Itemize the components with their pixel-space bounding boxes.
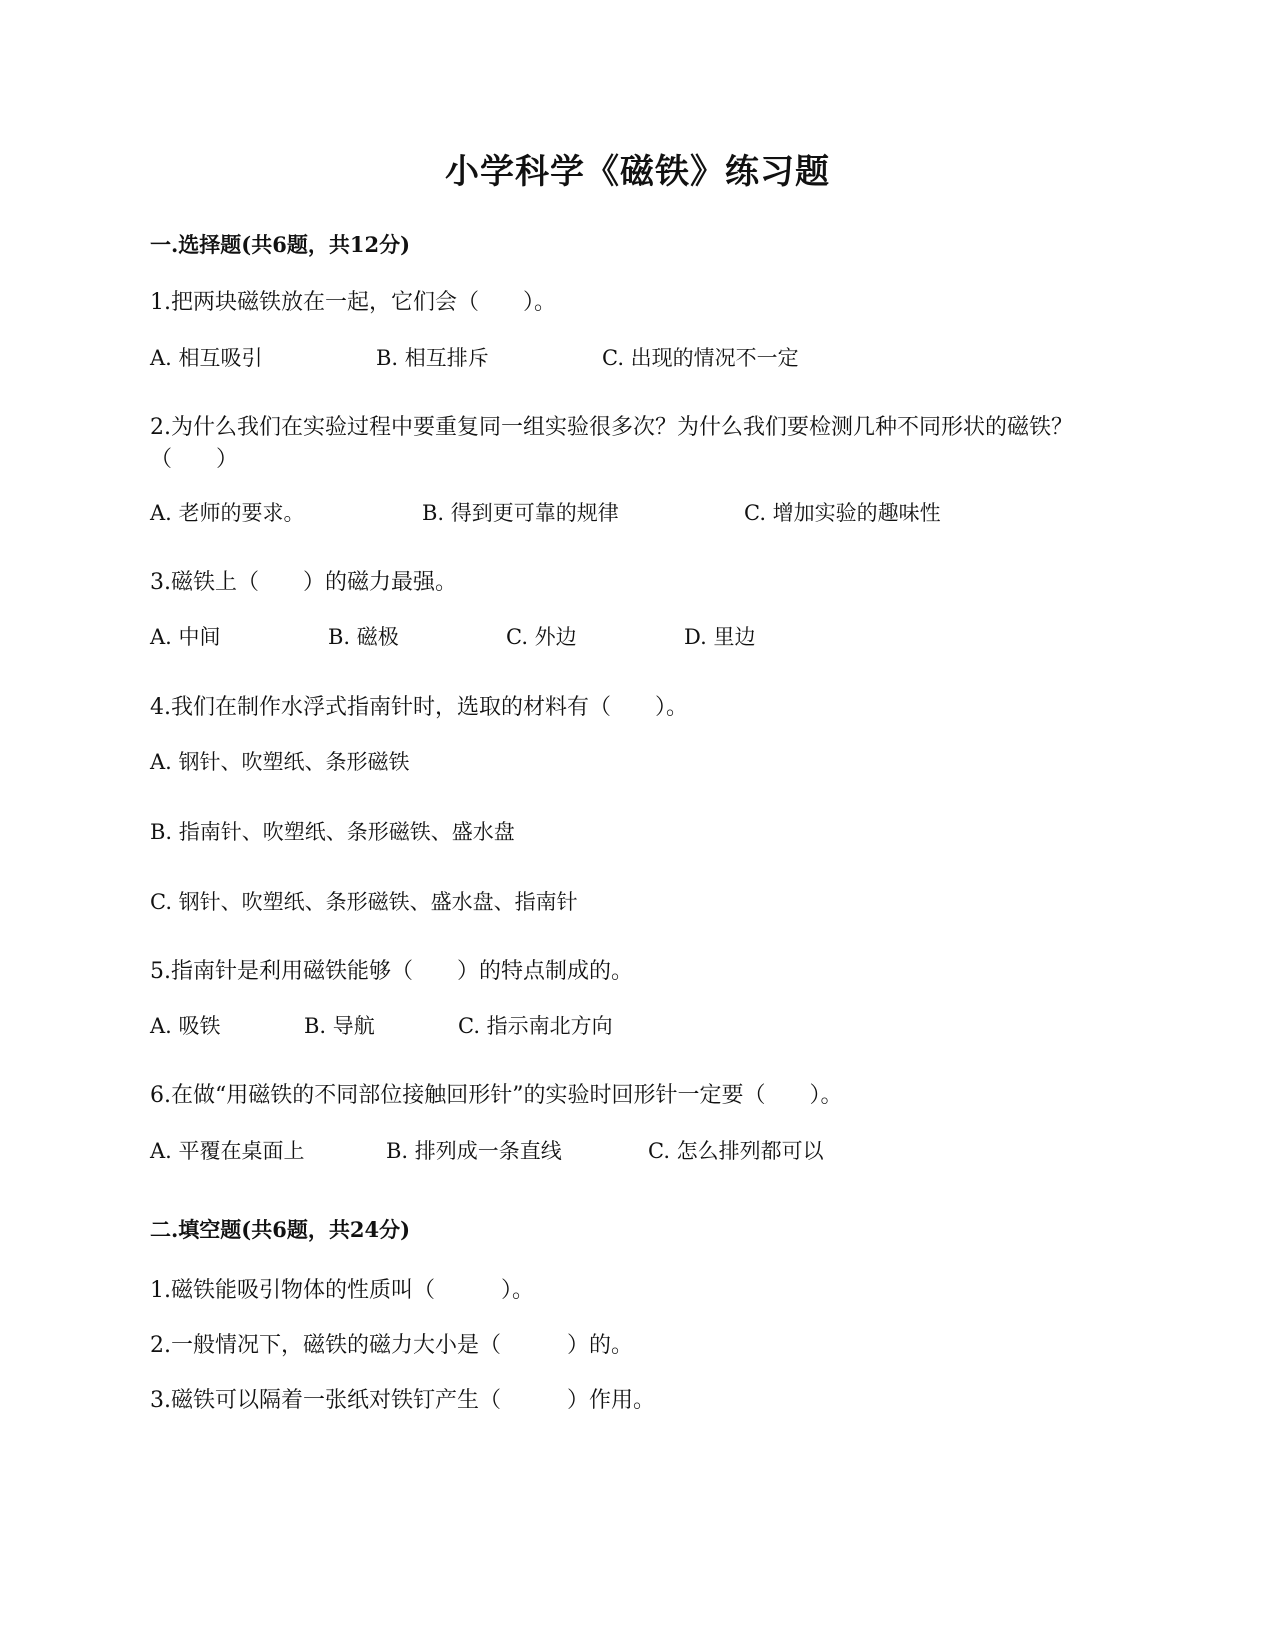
- question-3: 3.磁铁上（ ）的磁力最强。: [150, 570, 457, 595]
- option-b: B. 得到更可靠的规律: [422, 501, 619, 525]
- option-c: C. 增加实验的趣味性: [744, 501, 941, 525]
- option-a: A. 中间: [150, 625, 221, 649]
- question-1: 1.把两块磁铁放在一起，它们会（ ）。: [150, 290, 556, 315]
- question-6-options: [150, 1136, 1150, 1166]
- option-c: C. 怎么排列都可以: [648, 1139, 824, 1163]
- question-3-options: [150, 622, 1150, 652]
- question-5-options: [150, 1011, 1150, 1041]
- option-a: A. 吸铁: [150, 1014, 221, 1038]
- option-a: A. 老师的要求。: [150, 501, 305, 525]
- option-c: C. 外边: [506, 625, 577, 649]
- page-title: 小学科学《磁铁》练习题: [445, 152, 830, 192]
- option-c: C. 钢针、吹塑纸、条形磁铁、盛水盘、指南针: [150, 890, 578, 914]
- option-a: A. 钢针、吹塑纸、条形磁铁: [150, 750, 410, 774]
- option-b: B. 排列成一条直线: [386, 1139, 562, 1163]
- fill-question-2: 2.一般情况下，磁铁的磁力大小是（ ）的。: [150, 1333, 633, 1358]
- question-5: 5.指南针是利用磁铁能够（ ）的特点制成的。: [150, 959, 633, 984]
- question-6: 6.在做“用磁铁的不同部位接触回形针”的实验时回形针一定要（ ）。: [150, 1083, 843, 1108]
- question-2: 2.为什么我们在实验过程中要重复同一组实验很多次？为什么我们要检测几种不同形状的磁铁？（ ）: [150, 415, 1073, 472]
- question-2-options: [150, 498, 1150, 528]
- section-heading-fill: 二.填空题(共6题，共24分): [150, 1217, 411, 1242]
- option-d: D. 里边: [684, 625, 756, 649]
- option-b: B. 指南针、吹塑纸、条形磁铁、盛水盘: [150, 820, 515, 844]
- option-c: C. 出现的情况不一定: [602, 346, 799, 370]
- fill-question-3: 3.磁铁可以隔着一张纸对铁钉产生（ ）作用。: [150, 1388, 655, 1413]
- question-1-options: [150, 343, 1150, 373]
- option-b: B. 磁极: [328, 625, 399, 649]
- option-a: A. 平覆在桌面上: [150, 1139, 305, 1163]
- option-b: B. 导航: [304, 1014, 375, 1038]
- fill-question-1: 1.磁铁能吸引物体的性质叫（ ）。: [150, 1278, 534, 1303]
- option-b: B. 相互排斥: [376, 346, 489, 370]
- section-heading-choice: 一.选择题(共6题，共12分): [150, 232, 411, 257]
- option-c: C. 指示南北方向: [458, 1014, 613, 1038]
- question-4: 4.我们在制作水浮式指南针时，选取的材料有（ ）。: [150, 695, 688, 720]
- option-a: A. 相互吸引: [150, 346, 263, 370]
